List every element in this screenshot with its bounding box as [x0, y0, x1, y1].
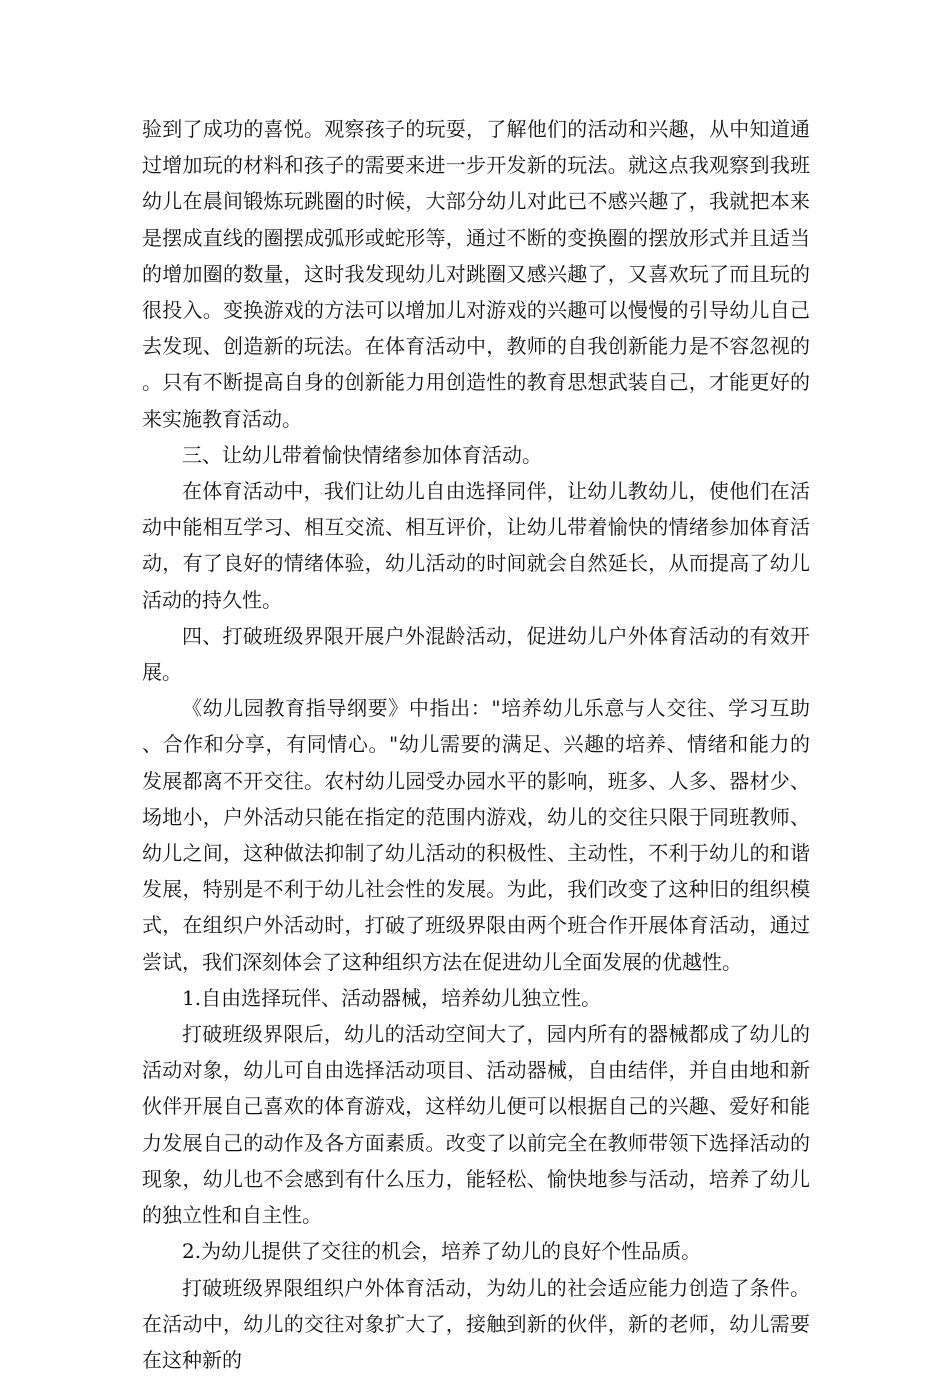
section-heading-3: 三、让幼儿带着愉快情绪参加体育活动。 — [142, 437, 810, 473]
subsection-heading-2: 2.为幼儿提供了交往的机会，培养了幼儿的良好个性品质。 — [142, 1233, 810, 1269]
paragraph: 打破班级界限组织户外体育活动，为幼儿的社会适应能力创造了条件。在活动中，幼儿的交往对象扩大了，接触到新的伙伴，新的老师，幼儿需要在这种新的 — [142, 1270, 810, 1378]
subsection-heading-1: 1.自由选择玩伴、活动器械，培养幼儿独立性。 — [142, 980, 810, 1016]
document-body — [142, 111, 810, 1378]
paragraph: 《幼儿园教育指导纲要》中指出："培养幼儿乐意与人交往、学习互助、合作和分享，有同情心。"幼儿需要的满足、兴趣的培养、情绪和能力的发展都离不开交往。农村幼儿园受办园水平的影响，班多、人多、器材少、场地小，户外活动只能在指定的范围内游戏，幼儿的交往只限于同班教师、幼儿之间，这种做法抑制了幼儿活动的积极性、主动性，不利于幼儿的和谐发展，特别是不利于幼儿社会性的发展。为此，我们改变了这种旧的组织模式，在组织户外活动时，打破了班级界限由两个班合作开展体育活动，通过尝试，我们深刻体会了这种组织方法在促进幼儿全面发展的优越性。 — [142, 690, 810, 980]
paragraph: 在体育活动中，我们让幼儿自由选择同伴，让幼儿教幼儿，使他们在活动中能相互学习、相互交流、相互评价，让幼儿带着愉快的情绪参加体育活动，有了良好的情绪体验，幼儿活动的时间就会自然延长，从而提高了幼儿活动的持久性。 — [142, 473, 810, 618]
paragraph: 打破班级界限后，幼儿的活动空间大了，园内所有的器械都成了幼儿的活动对象，幼儿可自由选择活动项目、活动器械，自由结伴，并自由地和新伙伴开展自己喜欢的体育游戏，这样幼儿便可以根据自己的兴趣、爱好和能力发展自己的动作及各方面素质。改变了以前完全在教师带领下选择活动的现象，幼儿也不会感到有什么压力，能轻松、愉快地参与活动，培养了幼儿的独立性和自主性。 — [142, 1016, 810, 1233]
section-heading-4: 四、打破班级界限开展户外混龄活动，促进幼儿户外体育活动的有效开展。 — [142, 618, 810, 690]
paragraph-continuation: 验到了成功的喜悦。观察孩子的玩耍，了解他们的活动和兴趣，从中知道通过增加玩的材料和孩子的需要来进一步开发新的玩法。就这点我观察到我班幼儿在晨间锻炼玩跳圈的时候，大部分幼儿对此已不感兴趣了，我就把本来是摆成直线的圈摆成弧形或蛇形等，通过不断的变换圈的摆放形式并且适当的增加圈的数量，这时我发现幼儿对跳圈又感兴趣了，又喜欢玩了而且玩的很投入。变换游戏的方法可以增加儿对游戏的兴趣可以慢慢的引导幼儿自己去发现、创造新的玩法。在体育活动中，教师的自我创新能力是不容忽视的。只有不断提高自身的创新能力用创造性的教育思想武装自己，才能更好的来实施教育活动。 — [142, 111, 810, 437]
